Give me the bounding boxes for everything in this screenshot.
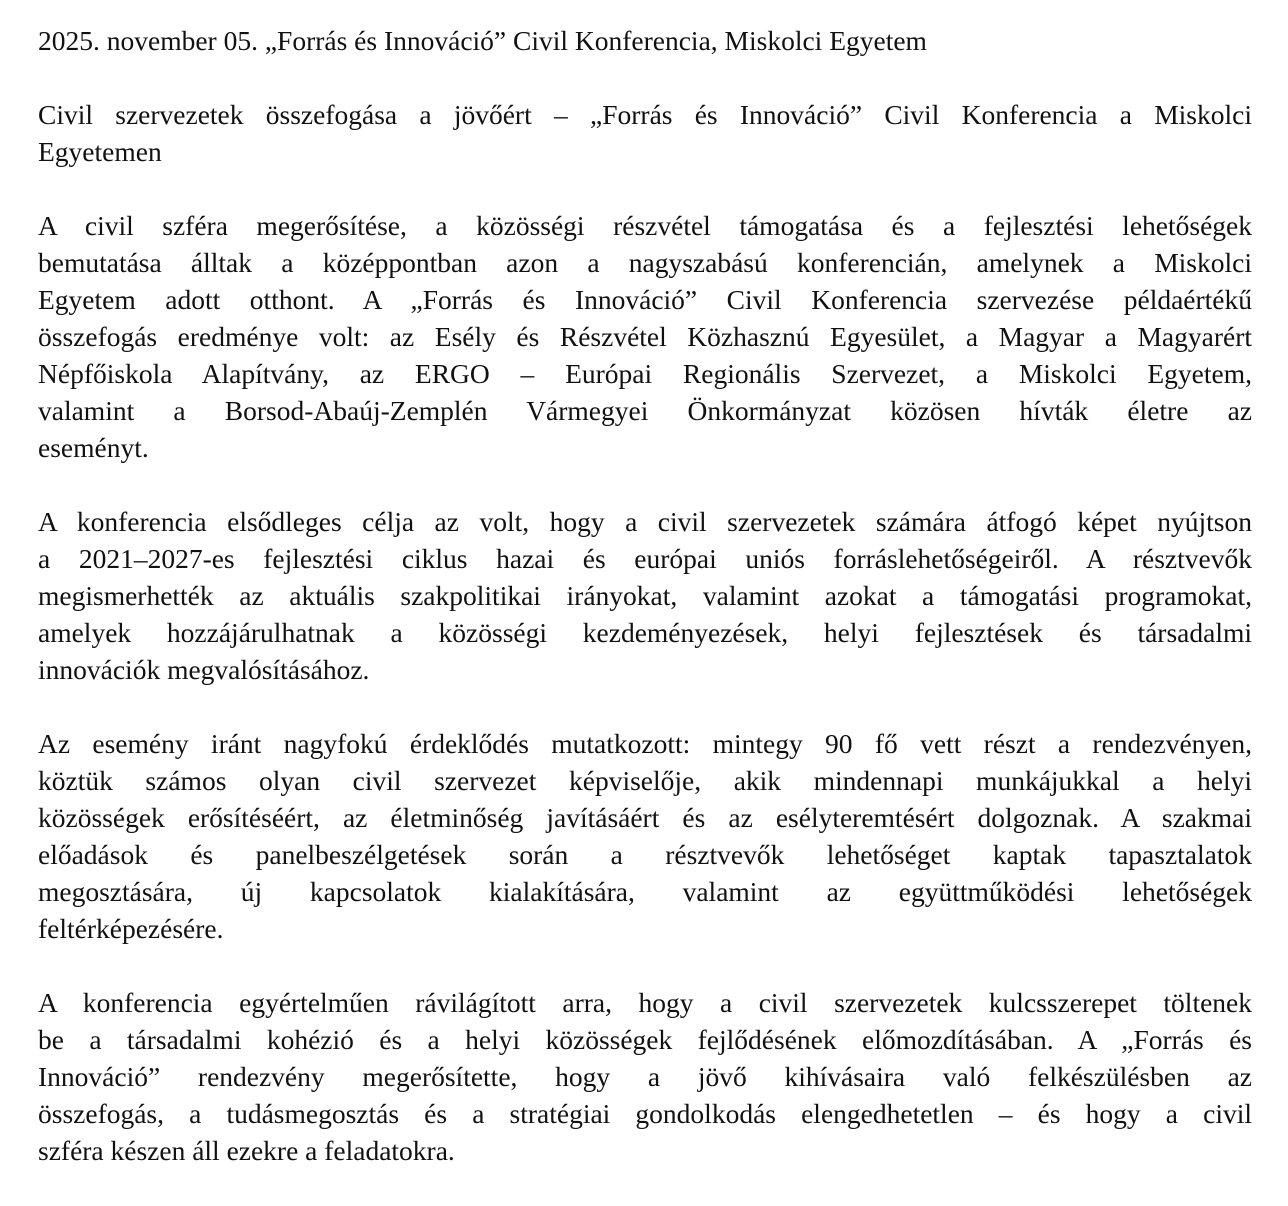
- paragraph-line: amelyek hozzájárulhatnak a közösségi kezdeményezések, helyi fejlesztések és társadalmi: [38, 617, 1252, 648]
- document-page: [38, 22, 1252, 1206]
- paragraph-3: [38, 725, 1252, 947]
- article-title: [38, 96, 1252, 170]
- paragraph-line: innovációk megvalósításához.: [38, 654, 370, 685]
- paragraph-line: Az esemény iránt nagyfokú érdeklődés mutatkozott: mintegy 90 fő vett részt a rendezvényen,: [38, 728, 1252, 759]
- paragraph-line: összefogás eredménye volt: az Esély és Részvétel Közhasznú Egyesület, a Magyar a Magyarért: [38, 321, 1252, 352]
- paragraph-line: A konferencia elsődleges célja az volt, hogy a civil szervezetek számára átfogó képet nyújtson: [38, 506, 1252, 537]
- paragraph-line: eseményt.: [38, 432, 149, 463]
- paragraph-line: megismerhették az aktuális szakpolitikai irányokat, valamint azokat a támogatási programokat,: [38, 580, 1252, 611]
- paragraph-line: köztük számos olyan civil szervezet képviselője, akik mindennapi munkájukkal a helyi: [38, 765, 1252, 796]
- paragraph-line: megosztására, új kapcsolatok kialakítására, valamint az együttműködési lehetőségek: [38, 876, 1252, 907]
- paragraph-line: Innováció” rendezvény megerősítette, hogy a jövő kihívásaira való felkészülésben az: [38, 1061, 1252, 1092]
- title-line: Egyetemen: [38, 136, 162, 167]
- paragraph-line: A civil szféra megerősítése, a közösségi részvétel támogatása és a fejlesztési lehetőségek: [38, 210, 1252, 241]
- paragraph-line: feltérképezésére.: [38, 913, 224, 944]
- date-line: 2025. november 05. „Forrás és Innováció” Civil Konferencia, Miskolci Egyetem: [38, 25, 927, 56]
- paragraph-line: összefogás, a tudásmegosztás és a stratégiai gondolkodás elengedhetetlen – és hogy a civil: [38, 1098, 1252, 1129]
- paragraph-1: [38, 207, 1252, 466]
- paragraph-line: Népfőiskola Alapítvány, az ERGO – Európai Regionális Szervezet, a Miskolci Egyetem,: [38, 358, 1252, 389]
- paragraph-line: Egyetem adott otthont. A „Forrás és Innováció” Civil Konferencia szervezése példaértékű: [38, 284, 1252, 315]
- paragraph-2: [38, 503, 1252, 688]
- paragraph-4: [38, 984, 1252, 1169]
- paragraph-line: előadások és panelbeszélgetések során a résztvevők lehetőséget kaptak tapasztalatok: [38, 839, 1252, 870]
- paragraph-line: közösségek erősítéséért, az életminőség javításáért és az esélyteremtésért dolgoznak. A szakmai: [38, 802, 1252, 833]
- paragraph-line: a 2021–2027-es fejlesztési ciklus hazai és európai uniós forráslehetőségeiről. A résztvevők: [38, 543, 1252, 574]
- paragraph-line: A konferencia egyértelműen rávilágított arra, hogy a civil szervezetek kulcsszerepet töltenek: [38, 987, 1252, 1018]
- date-heading: [38, 22, 1252, 59]
- paragraph-line: valamint a Borsod-Abaúj-Zemplén Vármegyei Önkormányzat közösen hívták életre az: [38, 395, 1252, 426]
- title-line: Civil szervezetek összefogása a jövőért – „Forrás és Innováció” Civil Konferencia a Miskolci: [38, 99, 1252, 130]
- paragraph-line: szféra készen áll ezekre a feladatokra.: [38, 1135, 455, 1166]
- paragraph-line: bemutatása álltak a középpontban azon a nagyszabású konferencián, amelynek a Miskolci: [38, 247, 1252, 278]
- paragraph-line: be a társadalmi kohézió és a helyi közösségek fejlődésének előmozdításában. A „Forrás és: [38, 1024, 1252, 1055]
